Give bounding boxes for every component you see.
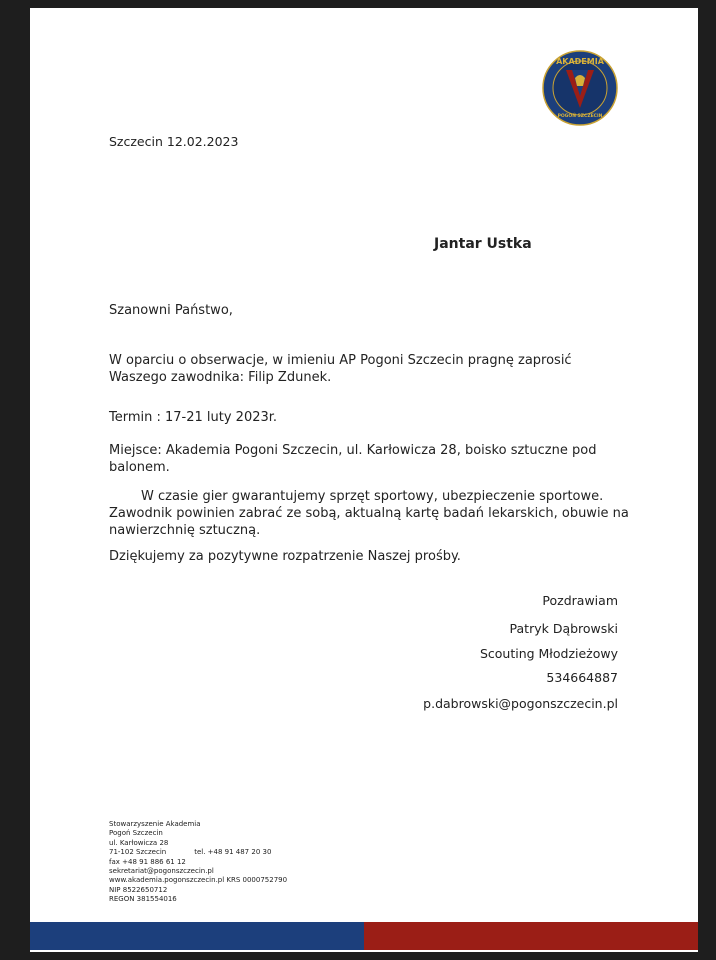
- footer-address: [109, 820, 369, 905]
- footer-fax: fax +48 91 886 61 12: [109, 857, 186, 866]
- signature-role: Scouting Młodzieżowy: [479, 646, 618, 661]
- signature-name: Patryk Dąbrowski: [509, 621, 618, 636]
- event-dates: Termin : 17-21 luty 2023r.: [109, 410, 278, 425]
- footer-line: ul. Karłowicza 28: [109, 838, 169, 847]
- footer-line: Pogoń Szczecin: [109, 829, 163, 838]
- footer-postal: 71-102 Szczecin: [109, 848, 167, 857]
- letter-date: Szczecin 12.02.2023: [109, 134, 239, 149]
- footer-email[interactable]: sekretariat@pogonszczecin.pl: [109, 867, 214, 876]
- thanks-line: Dziękujemy za pozytywne rozpatrzenie Naszej prośby.: [109, 549, 461, 564]
- invitation-paragraph: W oparciu o obserwacje, w imieniu AP Pogoni Szczecin pragnę zaprosić Waszego zawodnika: Filip Zdunek.: [109, 353, 572, 385]
- footer-band-blue: [30, 922, 364, 950]
- club-logo: [542, 50, 618, 126]
- signature-closing: Pozdrawiam: [542, 593, 618, 608]
- recipient: Jantar Ustka: [434, 236, 532, 252]
- event-location: Miejsce: Akademia Pogoni Szczecin, ul. Karłowicza 28, boisko sztuczne pod balonem.: [109, 443, 597, 475]
- footer-tel: tel. +48 91 487 20 30: [194, 848, 272, 857]
- logo-text-top: AKADEMIA: [556, 57, 604, 66]
- footer-nip: NIP 8522650712: [109, 885, 168, 894]
- footer-regon: REGON 381554016: [109, 895, 177, 904]
- footer-line: Stowarzyszenie Akademia: [109, 820, 201, 828]
- logo-text-bottom: POGOŃ SZCZECIN: [557, 114, 603, 119]
- footer-line: [109, 848, 369, 857]
- signature-email[interactable]: p.dabrowski@pogonszczecin.pl: [423, 696, 618, 711]
- footer-www-krs[interactable]: www.akademia.pogonszczecin.pl KRS 0000752790: [109, 876, 288, 885]
- greeting: Szanowni Państwo,: [109, 303, 233, 318]
- letter-page: [30, 8, 698, 952]
- equipment-text: W czasie gier gwarantujemy sprzęt sportowy, ubezpieczenie sportowe. Zawodnik powinien zabrać ze sobą, aktualną kartę badań lekarskich, obuwie na nawierzchnię sztuczną.: [109, 489, 629, 538]
- footer-band-red: [364, 922, 698, 950]
- signature-phone: 534664887: [546, 670, 618, 685]
- equipment-paragraph: [109, 488, 629, 539]
